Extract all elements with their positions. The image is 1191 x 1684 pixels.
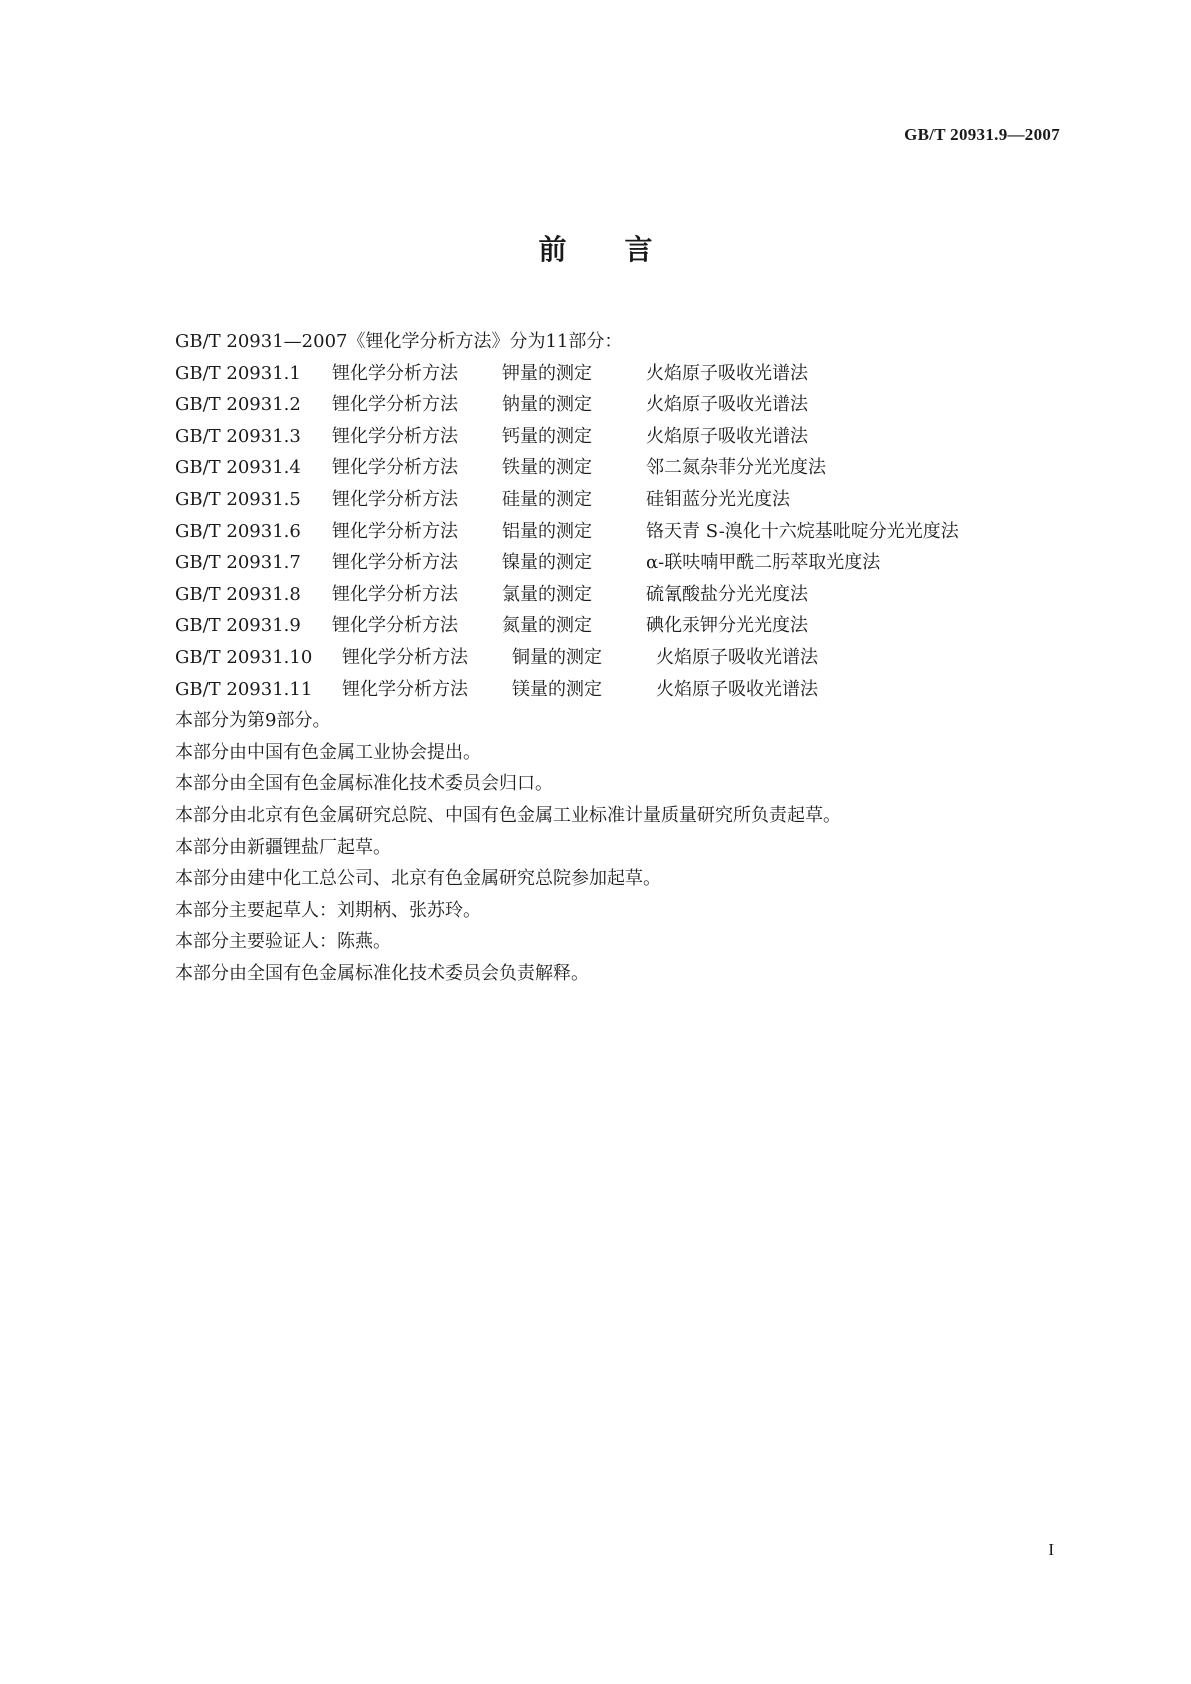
part-item: 铝量的测定 [502, 520, 592, 542]
part-method: 火焰原子吸收光谱法 [656, 646, 818, 668]
part-series: 锂化学分析方法 [332, 583, 458, 605]
part-series: 锂化学分析方法 [332, 615, 458, 637]
part-code: GB/T 20931.2 [175, 394, 301, 416]
part-code: GB/T 20931.8 [175, 583, 301, 605]
part-item: 钠量的测定 [502, 394, 592, 416]
statement-line: 本部分由中国有色金属工业协会提出。 [175, 741, 481, 763]
part-line-6 [175, 516, 1075, 548]
part-line-8 [175, 579, 1075, 611]
part-method: 火焰原子吸收光谱法 [656, 678, 818, 700]
part-series: 锂化学分析方法 [342, 678, 468, 700]
statement-line: 本部分由全国有色金属标准化技术委员会归口。 [175, 773, 553, 795]
part-code: GB/T 20931.7 [175, 552, 301, 574]
part-item: 钙量的测定 [502, 425, 592, 447]
part-code: GB/T 20931.3 [175, 425, 301, 447]
part-method: 碘化汞钾分光光度法 [646, 615, 808, 637]
part-item: 氮量的测定 [502, 615, 592, 637]
part-method: α-联呋喃甲酰二肟萃取光度法 [646, 552, 881, 574]
part-line-4 [175, 452, 1075, 484]
page-title: 前言 [538, 233, 711, 266]
part-code: GB/T 20931.10 [175, 646, 313, 668]
part-method: 铬天青 S-溴化十六烷基吡啶分光光度法 [646, 520, 959, 542]
part-method: 火焰原子吸收光谱法 [646, 425, 808, 447]
part-line-1 [175, 358, 1075, 390]
part-method: 硅钼蓝分光光度法 [646, 488, 790, 510]
part-line-5 [175, 484, 1075, 516]
part-method: 硫氰酸盐分光光度法 [646, 583, 808, 605]
part-code: GB/T 20931.6 [175, 520, 301, 542]
part-series: 锂化学分析方法 [332, 457, 458, 479]
part-line-3 [175, 421, 1075, 453]
part-line-11 [175, 674, 1075, 706]
part-code: GB/T 20931.11 [175, 678, 313, 700]
part-item: 硅量的测定 [502, 488, 592, 510]
statement-line: 本部分为第9部分。 [175, 710, 331, 732]
foreword-body [175, 326, 1075, 989]
part-series: 锂化学分析方法 [332, 488, 458, 510]
part-code: GB/T 20931.5 [175, 488, 301, 510]
part-code: GB/T 20931.1 [175, 362, 301, 384]
part-series: 锂化学分析方法 [342, 646, 468, 668]
part-line-10 [175, 642, 1075, 674]
statement-line: 本部分由北京有色金属研究总院、中国有色金属工业标准计量质量研究所负责起草。 [175, 804, 841, 826]
part-series: 锂化学分析方法 [332, 552, 458, 574]
part-item: 镍量的测定 [502, 552, 592, 574]
intro-line: GB/T 20931—2007《锂化学分析方法》分为11部分： [175, 331, 623, 352]
part-code: GB/T 20931.4 [175, 457, 301, 479]
part-item: 氯量的测定 [502, 583, 592, 605]
part-series: 锂化学分析方法 [332, 362, 458, 384]
part-method: 火焰原子吸收光谱法 [646, 362, 808, 384]
statement-line: 本部分主要起草人：刘期柄、张苏玲。 [175, 899, 481, 921]
part-item: 镁量的测定 [512, 678, 602, 700]
part-series: 锂化学分析方法 [332, 394, 458, 416]
part-line-9 [175, 610, 1075, 642]
part-item: 铁量的测定 [502, 457, 592, 479]
part-code: GB/T 20931.9 [175, 615, 301, 637]
part-method: 邻二氮杂菲分光光度法 [646, 457, 826, 479]
part-item: 铜量的测定 [512, 646, 602, 668]
standard-number: GB/T 20931.9—2007 [904, 125, 1060, 144]
statement-line: 本部分由建中化工总公司、北京有色金属研究总院参加起草。 [175, 868, 661, 890]
part-method: 火焰原子吸收光谱法 [646, 394, 808, 416]
part-line-2 [175, 389, 1075, 421]
part-item: 钾量的测定 [502, 362, 592, 384]
statement-line: 本部分主要验证人：陈燕。 [175, 931, 391, 953]
statement-line: 本部分由新疆锂盐厂起草。 [175, 836, 391, 858]
part-series: 锂化学分析方法 [332, 520, 458, 542]
statement-line: 本部分由全国有色金属标准化技术委员会负责解释。 [175, 962, 589, 984]
page-number: I [1048, 1540, 1054, 1559]
part-line-7 [175, 547, 1075, 579]
part-series: 锂化学分析方法 [332, 425, 458, 447]
